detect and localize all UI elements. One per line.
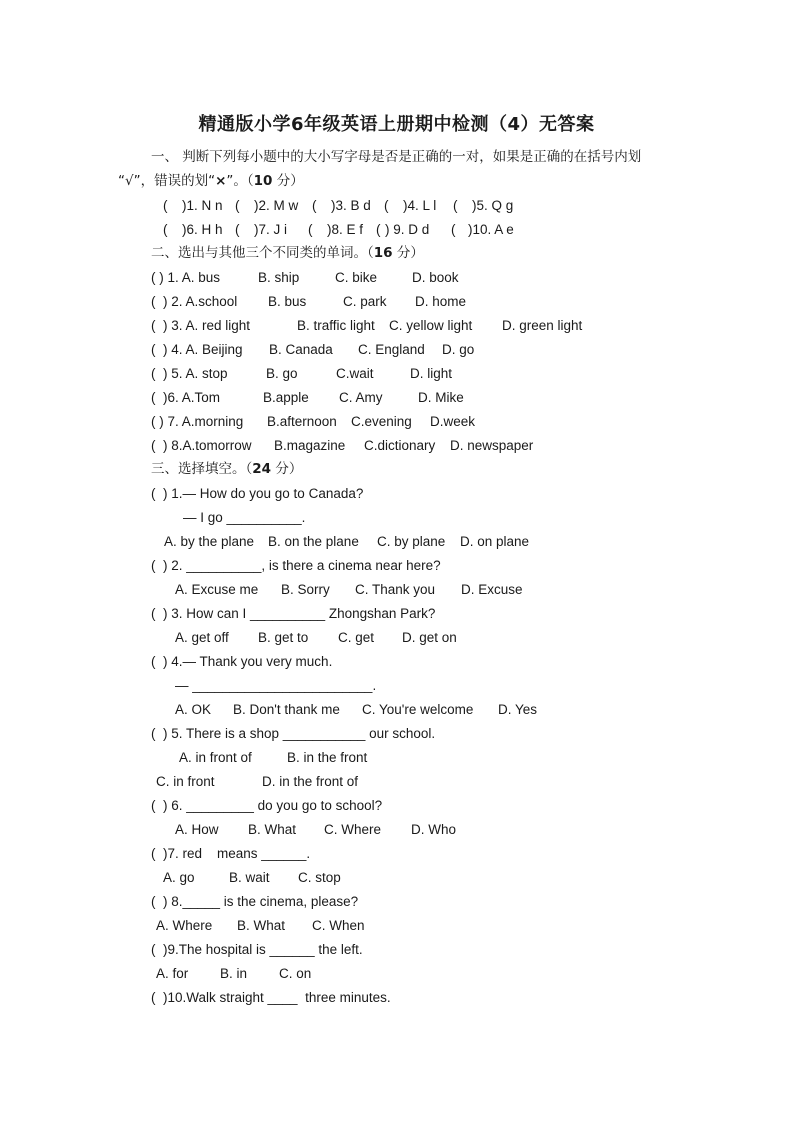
option: D. Yes [498,702,538,717]
paren: ( [376,222,381,237]
option: C. Amy [339,390,383,405]
paren: ( [163,198,168,213]
option: A. get off [175,630,229,645]
option: A. OK [175,702,212,717]
option: B. on the plane [268,534,359,549]
part1-heading-x: × [215,173,227,189]
q1-stem: ( ) 1.— How do you go to Canada? [151,486,364,501]
part3-heading [151,460,302,478]
option: A. in front of [179,750,252,765]
option: C. by plane [377,534,446,549]
option: D. Excuse [461,582,523,597]
option: C. Thank you [355,582,436,597]
q8-stem: ( ) 8._____ is the cinema, please? [151,894,359,909]
option: C. park [343,294,387,309]
q9-stem: ( )9.The hospital is ______ the left. [151,942,363,957]
option: D. in the front of [262,774,359,789]
option: C. You're welcome [362,702,474,717]
q6-stem: ( ) 6. _________ do you go to school? [151,798,383,813]
option: A. How [175,822,219,837]
option: D. newspaper [450,438,534,453]
option: D. on plane [460,534,530,549]
option: B. in the front [287,750,368,765]
option: B. ship [258,270,300,285]
option: B. Don't thank me [233,702,340,717]
option: B. traffic light [297,318,375,333]
page-title: 精通版小学6年级英语上册期中检测（4）无答案 [198,114,595,135]
option: C. yellow light [389,318,473,333]
paren: ( [451,222,456,237]
option: C.dictionary [364,438,436,453]
paren: ( [235,222,240,237]
option: D. Mike [418,390,464,405]
q4-stem: ( ) 4.— Thank you very much. [151,654,333,669]
part3-heading-pre: 三、选择填空。（ [151,461,253,477]
option: C. Where [324,822,382,837]
option: C. England [358,342,425,357]
q5-stem: ( ) 5. There is a shop ___________ our school. [151,726,436,741]
paren: ( [163,222,168,237]
option: D. light [410,366,453,381]
option: C.evening [351,414,412,429]
option: B. Canada [269,342,333,357]
question-stem: ( ) 3. A. red light [151,318,251,333]
option: C.wait [336,366,374,381]
pair-item: )10. A e [468,222,514,237]
question-stem: ( ) 2. A.school [151,294,238,309]
pair-item: )1. N n [182,198,223,213]
option: D. home [415,294,467,309]
option: D. green light [502,318,583,333]
paren: ( [453,198,458,213]
paren: ( [312,198,317,213]
q2-stem: ( ) 2. __________, is there a cinema near here? [151,558,441,573]
paren: ( [235,198,240,213]
pair-item: )4. L l [403,198,437,213]
pair-item: )6. H h [182,222,223,237]
pair-item: )8. E f [327,222,364,237]
q9-options [0,965,793,1037]
option: C. bike [335,270,378,285]
option: B.afternoon [267,414,337,429]
option: B. bus [268,294,307,309]
question-stem: ( ) 5. A. stop [151,366,228,381]
option: D. go [442,342,475,357]
option: C. on [279,966,312,981]
option: B. What [248,822,297,837]
option: A. by the plane [164,534,255,549]
part1-heading-mid: ”。（ [226,173,254,189]
option: D.week [430,414,476,429]
part1-heading-line2 [118,172,304,190]
option: C. in front [156,774,215,789]
option: B. go [266,366,298,381]
part1-heading-post: 分） [272,173,304,189]
part2-heading-score: 16 [373,245,393,261]
question-stem: ( ) 8.A.tomorrow [151,438,252,453]
part2-heading-pre: 二、选出与其他三个不同类的单词。（ [151,245,374,261]
option: D. get on [402,630,457,645]
option: A. Excuse me [175,582,259,597]
option: B. get to [258,630,309,645]
pair-item: ) 9. D d [385,222,430,237]
part2-item-8 [0,437,793,527]
q1-answer-line: — I go __________. [183,510,306,525]
option: B. in [220,966,248,981]
paren: ( [308,222,313,237]
option: A. go [163,870,195,885]
option: A. Where [156,918,213,933]
option: B.apple [263,390,309,405]
q3-stem: ( ) 3. How can I __________ Zhongshan Park? [151,606,436,621]
pair-item: )3. B d [331,198,371,213]
part1-heading-score: 10 [253,173,273,189]
question-stem: ( ) 1. A. bus [151,270,221,285]
option: B. wait [229,870,270,885]
q5-options-b [0,773,793,827]
pair-item: )2. M w [254,198,299,213]
option: D. book [412,270,459,285]
question-stem: ( ) 4. A. Beijing [151,342,243,357]
pair-item: )7. J i [254,222,288,237]
option: C. When [312,918,365,933]
question-stem: ( )6. A.Tom [151,390,221,405]
q4-answer-line: — ________________________. [175,678,377,693]
option: C. get [338,630,375,645]
part3-heading-post: 分） [271,461,303,477]
question-stem: ( ) 7. A.morning [151,414,244,429]
part2-heading-post: 分） [392,245,424,261]
q7-stem: ( )7. red means ______. [151,846,311,861]
option: B.magazine [274,438,346,453]
part1-heading-line1: 一、 判断下列每小题中的大小写字母是否是正确的一对，如果是正确的在括号内划 [151,149,642,165]
option: A. for [156,966,189,981]
paren: ( [384,198,389,213]
option: C. stop [298,870,341,885]
part2-heading [151,244,424,262]
option: B. What [237,918,286,933]
option: B. Sorry [281,582,330,597]
option: D. Who [411,822,457,837]
pair-item: )5. Q g [472,198,514,213]
q10-stem: ( )10.Walk straight ____ three minutes. [151,990,391,1005]
part3-heading-score: 24 [252,461,272,477]
part1-heading-pre: “√”，错误的划“ [118,173,216,189]
